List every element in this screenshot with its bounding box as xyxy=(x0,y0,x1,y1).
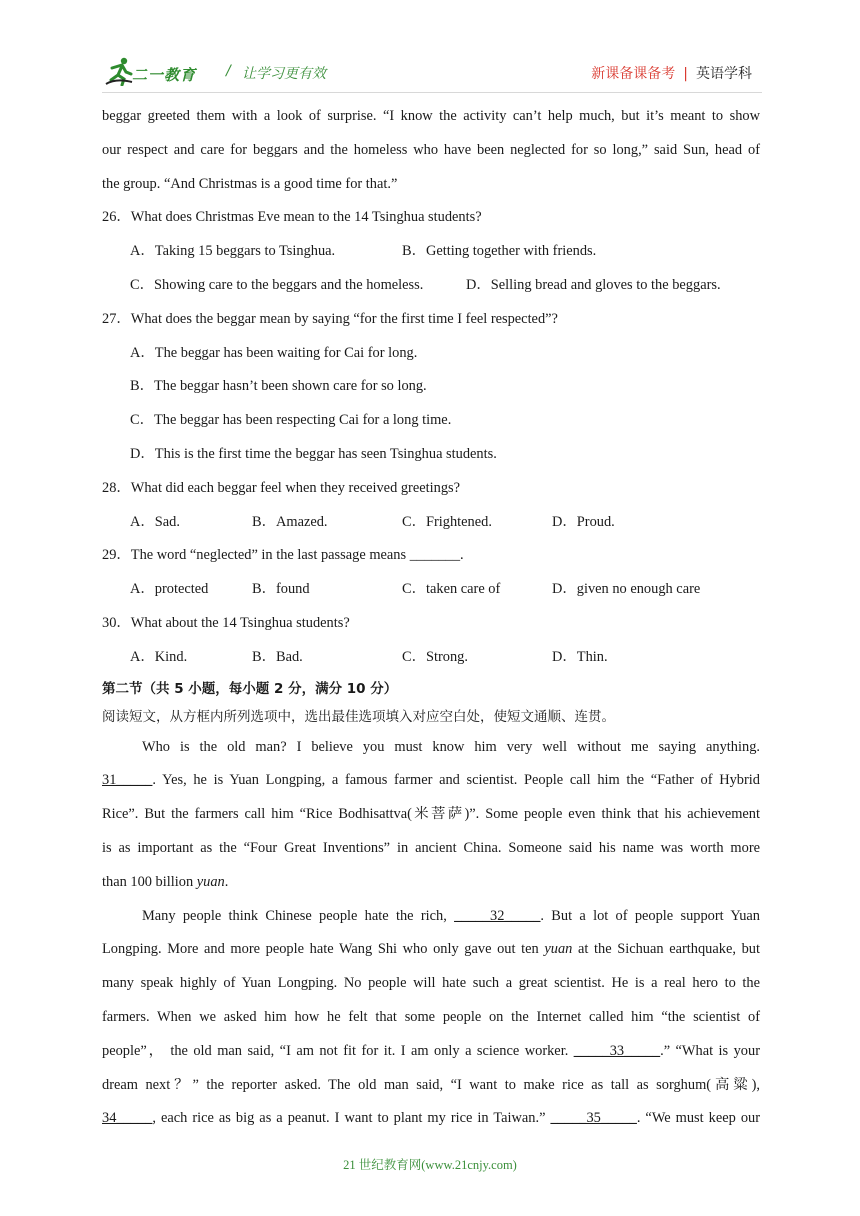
runner-logo-icon xyxy=(104,56,134,86)
option-d[interactable]: D．given no enough care xyxy=(552,581,701,598)
question-26-options-row1 xyxy=(102,235,760,269)
page-content xyxy=(102,100,760,1136)
paragraph-2-text: . But a lot of people support Yuan xyxy=(540,907,760,924)
paragraph-1-line: Who is the old man? I believe you must know him very well without me saying anything. xyxy=(142,738,760,755)
blank-35[interactable]: _____35_____ xyxy=(550,1110,637,1127)
passage-line: the group. “And Christmas is a good time for that.” xyxy=(102,175,398,192)
blank-31[interactable]: 31_____ xyxy=(102,772,153,789)
paragraph-2-text: , each rice as big as a peanut. I want to plant my rice in Taiwan.” xyxy=(152,1110,551,1127)
paragraph-2-text: Longping. More and more people hate Wang Shi who only gave out ten xyxy=(102,941,545,958)
paragraph-1-text: . Yes, he is Yuan Longping, a famous farmer and scientist. People call him the “Father of Hybrid xyxy=(152,772,760,789)
paragraph-1-line: is as important as the “Four Great Inventions” in ancient China. Someone said his name was worth more xyxy=(102,839,760,856)
option-a[interactable]: A．Kind. xyxy=(130,648,188,665)
paragraph-2-line xyxy=(102,900,760,934)
paragraph-1-line: Rice”. But the farmers call him “Rice Bodhisattva(米菩萨)”. Some people even think that his achievement xyxy=(102,806,760,823)
page-header xyxy=(102,56,762,93)
paragraph-2-line: farmers. When we asked him how he felt that some people on the Internet called him “the scientist of xyxy=(102,1008,760,1025)
blank-33[interactable]: _____33_____ xyxy=(573,1042,661,1059)
paragraph-1-text: than 100 billion xyxy=(102,873,197,890)
option-b[interactable]: B．Amazed. xyxy=(252,513,328,530)
option-b[interactable]: B．Bad. xyxy=(252,648,303,665)
paragraph-2-text: Many people think Chinese people hate the rich, xyxy=(142,907,455,924)
paragraph-2-text: at the Sichuan earthquake, but xyxy=(572,941,760,958)
slogan-separator: / xyxy=(226,63,231,79)
blank-32[interactable]: _____32_____ xyxy=(454,907,541,924)
header-separator: | xyxy=(683,66,688,82)
paragraph-2-line xyxy=(102,1035,760,1069)
page-footer[interactable]: 21 世纪教育网(www.21cnjy.com) xyxy=(343,1158,517,1172)
header-course-label: 新课备课备考 xyxy=(591,66,676,82)
header-right xyxy=(591,63,752,83)
question-29-options xyxy=(102,573,760,607)
option-a[interactable]: A．protected xyxy=(130,581,209,598)
paragraph-1-line xyxy=(102,764,760,798)
option-d[interactable]: D．This is the first time the beggar has seen Tsinghua students. xyxy=(130,445,497,462)
option-b[interactable]: B．Getting together with friends. xyxy=(402,243,597,260)
paragraph-2-text: people”， the old man said, “I am not fit for it. I am only a science worker. xyxy=(102,1042,574,1059)
blank-34[interactable]: 34_____ xyxy=(102,1110,153,1127)
option-b[interactable]: B．The beggar hasn’t been shown care for so long. xyxy=(130,378,427,395)
option-b[interactable]: B．found xyxy=(252,581,310,598)
question-28-options xyxy=(102,506,760,540)
paragraph-2-text: .” “What is your xyxy=(660,1042,760,1059)
question-29-stem: 29．The word “neglected” in the last passage means _______. xyxy=(102,547,464,564)
header-subject-label: 英语学科 xyxy=(696,66,752,82)
question-26-options-row2 xyxy=(102,269,760,303)
passage-line: our respect and care for beggars and the homeless who have been neglected for so long,” said Sun, head of xyxy=(102,141,760,158)
slogan: 让学习更有效 xyxy=(242,66,326,82)
paragraph-2-line: dream next？” the reporter asked. The old man said, “I want to make rice as tall as sorghum(高粱), xyxy=(102,1076,760,1093)
option-a[interactable]: A．The beggar has been waiting for Cai for long. xyxy=(130,344,418,361)
paragraph-1-text: . xyxy=(224,873,229,890)
option-c[interactable]: C．Strong. xyxy=(402,648,468,665)
option-c[interactable]: C．Frightened. xyxy=(402,513,492,530)
section-2-instruction: 阅读短文，从方框内所列选项中，选出最佳选项填入对应空白处，使短文通顺、连贯。 xyxy=(102,708,615,725)
question-30-stem: 30．What about the 14 Tsinghua students? xyxy=(102,614,350,631)
yuan-italic: yuan xyxy=(196,873,225,890)
option-a[interactable]: A．Taking 15 beggars to Tsinghua. xyxy=(130,243,336,260)
paragraph-2-text: . “We must keep our xyxy=(636,1110,760,1127)
option-d[interactable]: D．Proud. xyxy=(552,513,615,530)
question-26-stem: 26．What does Christmas Eve mean to the 14 Tsinghua students? xyxy=(102,209,482,226)
paragraph-2-line xyxy=(102,933,760,967)
site-logo[interactable] xyxy=(104,56,214,90)
question-27-stem: 27．What does the beggar mean by saying “for the first time I feel respected”? xyxy=(102,310,558,327)
paragraph-2-line: many speak highly of Yuan Longping. No people will hate such a great scientist. He is a real hero to the xyxy=(102,975,760,992)
paragraph-1-line xyxy=(102,866,760,900)
option-c[interactable]: C．Showing care to the beggars and the homeless. xyxy=(130,276,424,293)
logo-text: 二一教育 xyxy=(132,66,197,84)
option-d[interactable]: D．Selling bread and gloves to the beggars. xyxy=(466,276,721,293)
yuan-italic: yuan xyxy=(544,941,573,958)
option-d[interactable]: D．Thin. xyxy=(552,648,608,665)
option-a[interactable]: A．Sad. xyxy=(130,513,180,530)
option-c[interactable]: C．The beggar has been respecting Cai for a long time. xyxy=(130,412,452,429)
section-2-title: 第二节（共 5 小题，每小题 2 分，满分 10 分） xyxy=(102,680,398,697)
option-c[interactable]: C．taken care of xyxy=(402,581,501,598)
question-30-options xyxy=(102,641,760,675)
paragraph-2-line xyxy=(102,1102,760,1136)
question-28-stem: 28．What did each beggar feel when they received greetings? xyxy=(102,479,461,496)
passage-line: beggar greeted them with a look of surprise. “I know the activity can’t help much, but it’s meant to show xyxy=(102,108,760,124)
